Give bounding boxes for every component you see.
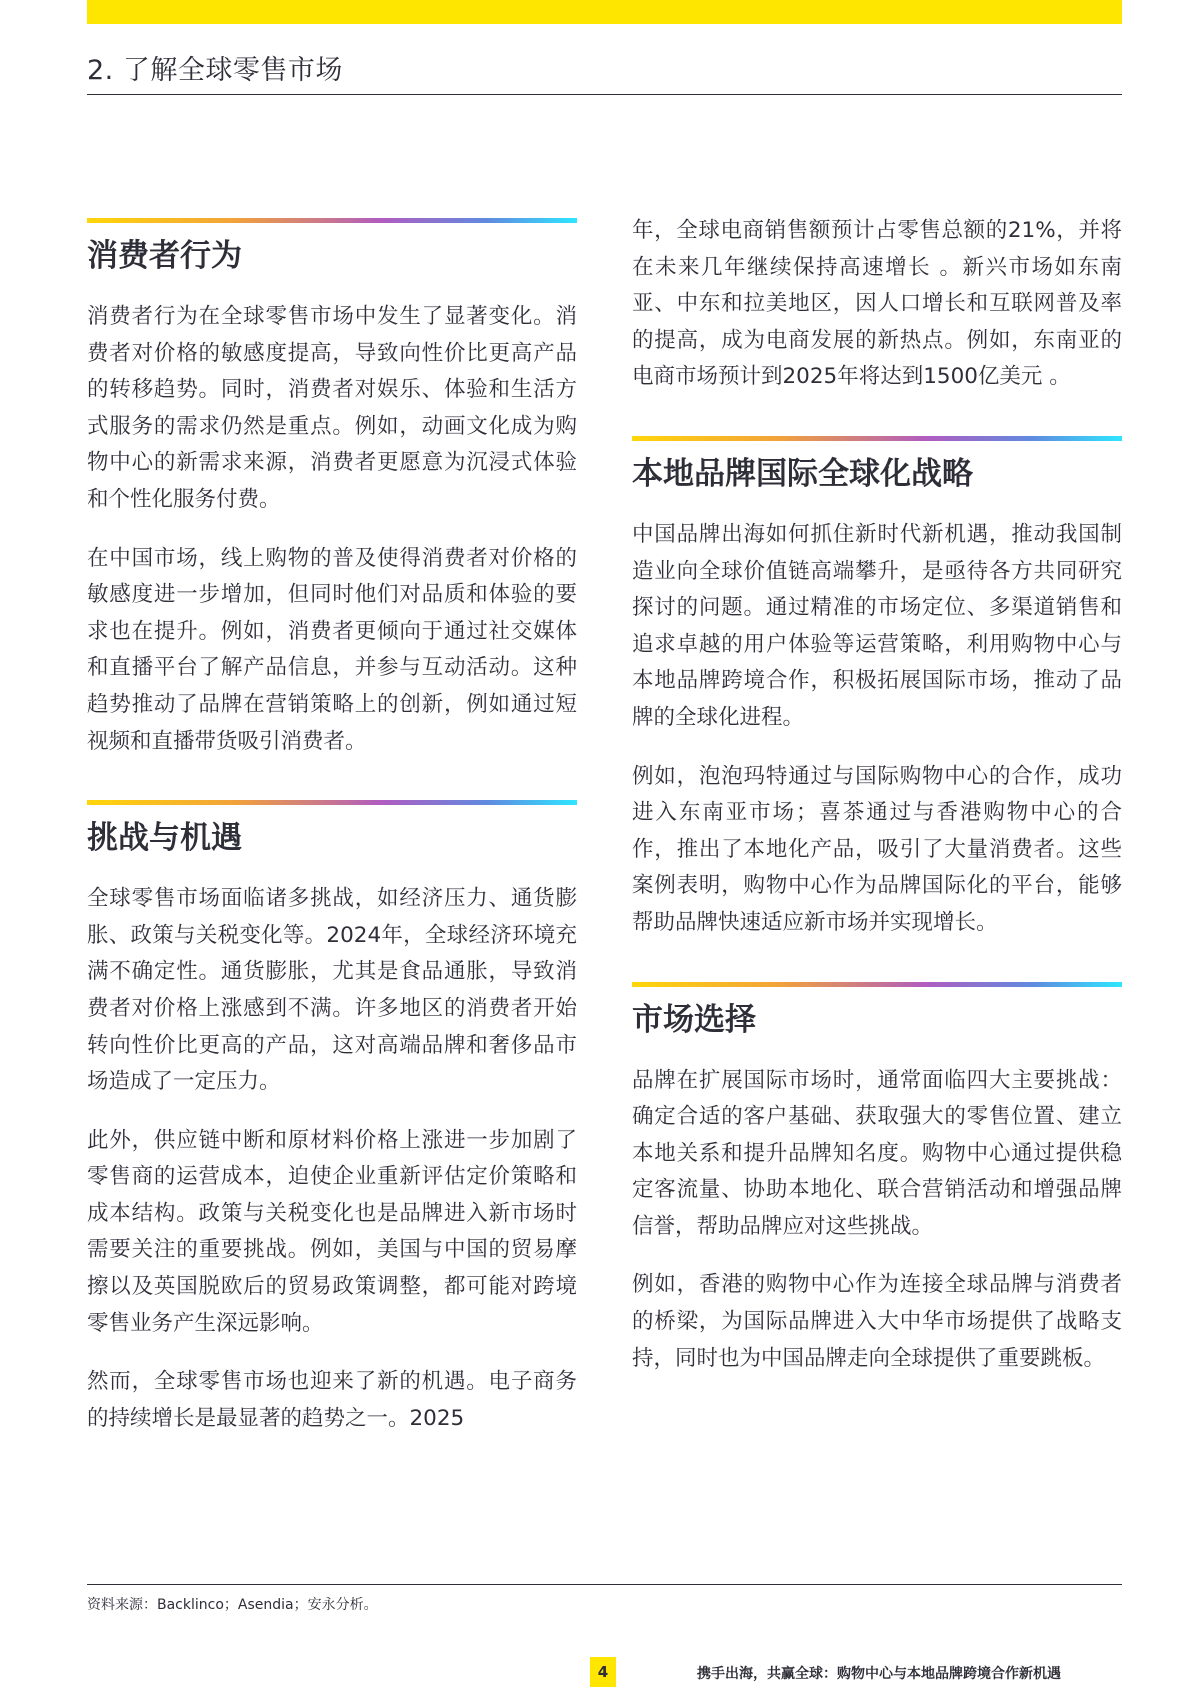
- section-heading: 消费者行为: [87, 238, 242, 274]
- section-gradient-bar: [87, 218, 577, 223]
- paragraph: 消费者行为在全球零售市场中发生了显著变化。消费者对价格的敏感度提高，导致向性价比更高产品的转移趋势。同时，消费者对娱乐、体验和生活方式服务的需求仍然是重点。例如，动画文化成为购物中心的新需求来源，消费者更愿意为沉浸式体验和个性化服务付费。: [87, 304, 577, 512]
- paragraph: 在中国市场，线上购物的普及使得消费者对价格的敏感度进一步增加，但同时他们对品质和体验的要求也在提升。例如，消费者更倾向于通过社交媒体和直播平台了解产品信息，并参与互动活动。这种趋势推动了品牌在营销策略上的创新，例如通过短视频和直播带货吸引消费者。: [87, 545, 577, 754]
- section-gradient-bar: [632, 982, 1122, 987]
- chapter-title: 2. 了解全球零售市场: [87, 55, 343, 86]
- section-consumer-behavior: [87, 218, 577, 760]
- source-note: 资料来源：Backlinco；Asendia；安永分析。: [87, 1597, 378, 1613]
- page-number: 4: [590, 1657, 616, 1687]
- paragraph: 中国品牌出海如何抓住新时代新机遇，推动我国制造业向全球价值链高端攀升，是亟待各方共同研究探讨的问题。通过精准的市场定位、多渠道销售和追求卓越的用户体验等运营策略，利用购物中心与本地品牌跨境合作，积极拓展国际市场，推动了品牌的全球化进程。: [632, 521, 1122, 730]
- section-heading: 本地品牌国际全球化战略: [632, 455, 973, 492]
- section-continuation: [632, 213, 1122, 396]
- section-gradient-bar: [632, 436, 1122, 441]
- section-gradient-bar: [87, 800, 577, 805]
- section-market-selection: [632, 982, 1122, 1378]
- paragraph: 年，全球电商销售额预计占零售总额的21%，并将在未来几年继续保持高速增长 。新兴市场如东南亚、中东和拉美地区，因人口增长和互联网普及率的提高，成为电商发展的新热点。例如，东南亚的电商市场预计到2025年将达到1500亿美元 。: [632, 218, 1122, 390]
- paragraph: 例如，香港的购物中心作为连接全球品牌与消费者的桥梁，为国际品牌进入大中华市场提供了战略支持，同时也为中国品牌走向全球提供了重要跳板。: [632, 1272, 1122, 1371]
- paragraph: 例如，泡泡玛特通过与国际购物中心的合作，成功进入东南亚市场；喜茶通过与香港购物中心的合作，推出了本地化产品，吸引了大量消费者。这些案例表明，购物中心作为品牌国际化的平台，能够帮助品牌快速适应新市场并实现增长。: [632, 763, 1122, 935]
- right-column: [632, 213, 1122, 1417]
- left-column: [87, 218, 577, 1477]
- section-heading: 挑战与机遇: [87, 820, 242, 857]
- paragraph: 然而，全球零售市场也迎来了新的机遇。电子商务的持续增长是最显著的趋势之一。2025: [87, 1369, 577, 1431]
- footer-divider: [87, 1584, 1122, 1585]
- section-challenges-opportunities: [87, 800, 577, 1437]
- section-brand-globalization: [632, 436, 1122, 942]
- chapter-divider: [87, 94, 1122, 95]
- report-title: 携手出海，共赢全球：购物中心与本地品牌跨境合作新机遇: [697, 1666, 1061, 1682]
- paragraph: 品牌在扩展国际市场时，通常面临四大主要挑战：确定合适的客户基础、获取强大的零售位置、建立本地关系和提升品牌知名度。购物中心通过提供稳定客流量、协助本地化、联合营销活动和增强品牌信誉，帮助品牌应对这些挑战。: [632, 1067, 1122, 1239]
- section-heading: 市场选择: [632, 1001, 756, 1038]
- paragraph: 全球零售市场面临诸多挑战，如经济压力、通货膨胀、政策与关税变化等。2024年，全球经济环境充满不确定性。通货膨胀，尤其是食品通胀，导致消费者对价格上涨感到不满。许多地区的消费者开始转向性价比更高的产品，这对高端品牌和奢侈品市场造成了一定压力。: [87, 886, 577, 1095]
- top-accent-bar: [87, 0, 1122, 24]
- paragraph: 此外，供应链中断和原材料价格上涨进一步加剧了零售商的运营成本，迫使企业重新评估定价策略和成本结构。政策与关税变化也是品牌进入新市场时需要关注的重要挑战。例如，美国与中国的贸易摩擦以及英国脱欧后的贸易政策调整，都可能对跨境零售业务产生深远影响。: [87, 1127, 577, 1336]
